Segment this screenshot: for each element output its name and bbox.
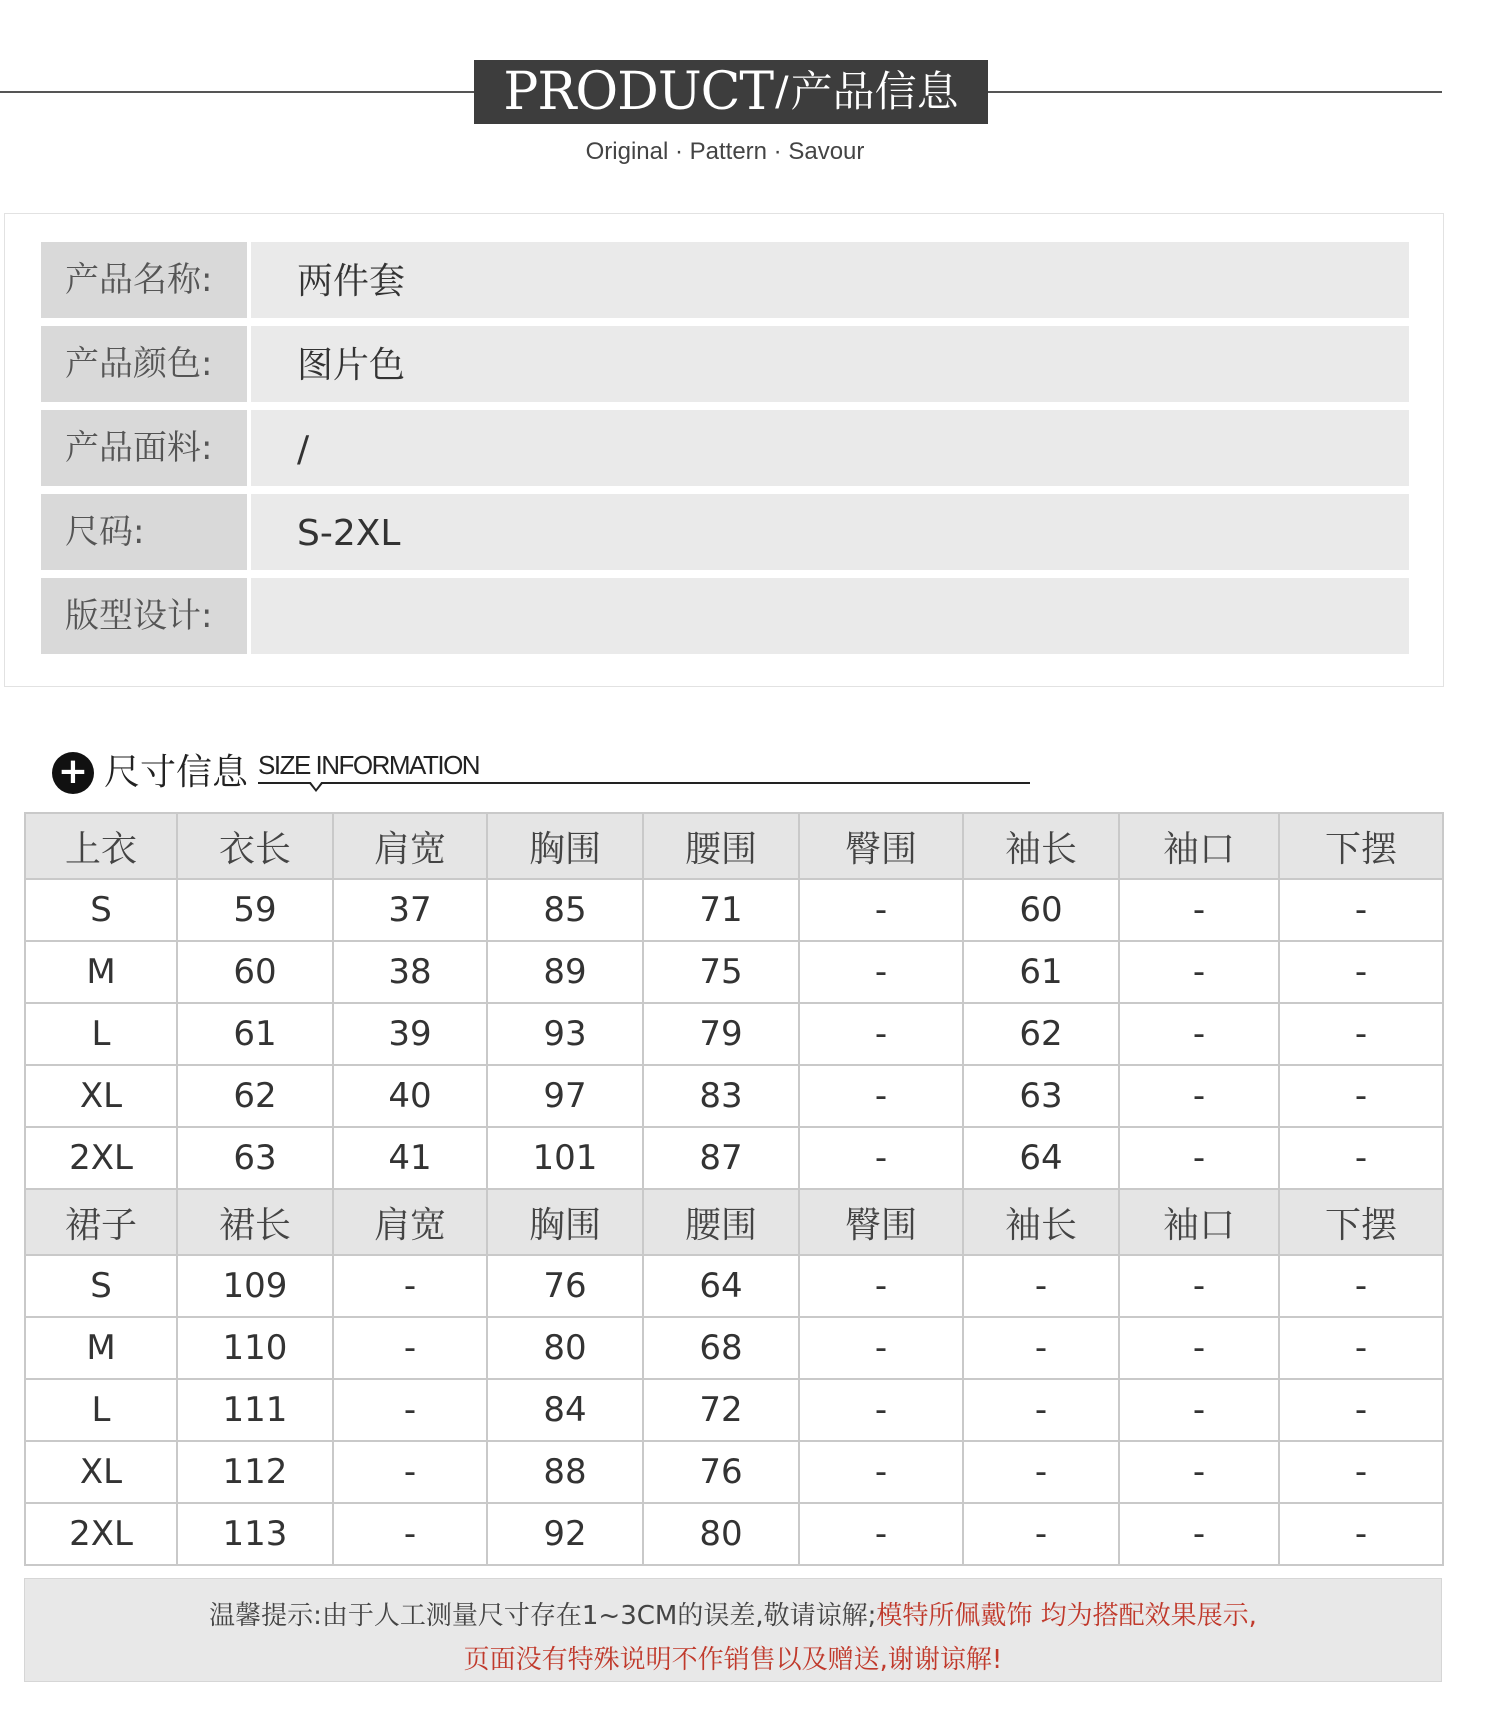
table-cell: - [799, 1317, 963, 1379]
table-cell: 61 [963, 941, 1119, 1003]
table-cell: 59 [177, 879, 333, 941]
size-label-cell: L [25, 1379, 177, 1441]
info-label: 产品名称: [41, 242, 247, 318]
table-row [25, 1317, 1443, 1379]
table-cell: 60 [177, 941, 333, 1003]
page-title [474, 60, 988, 124]
table-cell: 112 [177, 1441, 333, 1503]
table-cell: - [1119, 1379, 1279, 1441]
table-row [25, 1503, 1443, 1565]
table-cell: 40 [333, 1065, 487, 1127]
info-row-design [41, 578, 1409, 654]
size-label-cell: M [25, 941, 177, 1003]
table-row [25, 1255, 1443, 1317]
size-label-cell: XL [25, 1065, 177, 1127]
table-cell: - [1279, 1441, 1443, 1503]
table-cell: - [799, 879, 963, 941]
info-label: 尺码: [41, 494, 247, 570]
info-row-name [41, 242, 1409, 318]
table-cell: - [1279, 1255, 1443, 1317]
table-cell: 109 [177, 1255, 333, 1317]
table-cell: - [799, 1441, 963, 1503]
table-cell: 75 [643, 941, 799, 1003]
table-cell: 71 [643, 879, 799, 941]
table-cell: - [799, 941, 963, 1003]
table-cell: 41 [333, 1127, 487, 1189]
notice-text-red: 模特所佩戴饰 均为搭配效果展示, [876, 1601, 1257, 1631]
plus-circle-icon: + [52, 752, 94, 794]
column-header: 衣长 [177, 813, 333, 879]
info-value [251, 578, 1409, 654]
table-cell: - [1119, 1441, 1279, 1503]
table-cell: - [1279, 1127, 1443, 1189]
column-header: 袖口 [1119, 813, 1279, 879]
table-cell: - [333, 1441, 487, 1503]
column-header: 袖长 [963, 1189, 1119, 1255]
table-cell: - [963, 1503, 1119, 1565]
table-cell: 64 [643, 1255, 799, 1317]
table-row [25, 1441, 1443, 1503]
table-row [25, 1065, 1443, 1127]
title-separator: / [775, 69, 789, 115]
table-cell: 38 [333, 941, 487, 1003]
info-row-color [41, 326, 1409, 402]
table-cell: - [799, 1003, 963, 1065]
notice-line-1 [25, 1595, 1441, 1632]
title-zh: 产品信息 [790, 67, 959, 116]
size-section-underline [258, 782, 1030, 784]
column-header: 胸围 [487, 813, 643, 879]
column-header: 腰围 [643, 813, 799, 879]
info-row-fabric [41, 410, 1409, 486]
notice-text-red-2: 页面没有特殊说明不作销售以及赠送,谢谢谅解! [463, 1645, 1003, 1675]
table-cell: - [799, 1503, 963, 1565]
table-cell: - [333, 1317, 487, 1379]
table-cell: - [1279, 1503, 1443, 1565]
table-cell: 76 [643, 1441, 799, 1503]
table-cell: 62 [963, 1003, 1119, 1065]
table-cell: - [333, 1503, 487, 1565]
table-cell: - [1119, 1127, 1279, 1189]
subtitle: Original · Pattern · Savour [585, 138, 865, 165]
column-header: 裙长 [177, 1189, 333, 1255]
table-cell: - [1119, 941, 1279, 1003]
table-cell: - [1279, 879, 1443, 941]
table-cell: - [1119, 1317, 1279, 1379]
table-row [25, 879, 1443, 941]
table-cell: 87 [643, 1127, 799, 1189]
table-cell: 63 [963, 1065, 1119, 1127]
column-header: 肩宽 [333, 813, 487, 879]
info-value: S-2XL [251, 494, 1409, 570]
table-cell: - [333, 1255, 487, 1317]
info-label: 产品颜色: [41, 326, 247, 402]
table-cell: 63 [177, 1127, 333, 1189]
size-section-heading [52, 748, 1032, 794]
table-cell: - [1279, 1379, 1443, 1441]
table-cell: - [1279, 941, 1443, 1003]
size-label-cell: XL [25, 1441, 177, 1503]
table-cell: 88 [487, 1441, 643, 1503]
table-cell: - [1119, 1503, 1279, 1565]
column-header: 裙子 [25, 1189, 177, 1255]
column-header: 袖长 [963, 813, 1119, 879]
column-header: 袖口 [1119, 1189, 1279, 1255]
table-cell: - [963, 1255, 1119, 1317]
table-cell: 92 [487, 1503, 643, 1565]
table-cell: - [1279, 1065, 1443, 1127]
size-label-cell: M [25, 1317, 177, 1379]
table-cell: 80 [643, 1503, 799, 1565]
product-info-panel [4, 213, 1444, 687]
table-cell: - [963, 1379, 1119, 1441]
table-cell: - [1119, 1065, 1279, 1127]
column-header: 下摆 [1279, 813, 1443, 879]
table-cell: 111 [177, 1379, 333, 1441]
column-header: 腰围 [643, 1189, 799, 1255]
table-cell: - [1119, 1255, 1279, 1317]
table-cell: - [799, 1127, 963, 1189]
notice-box [24, 1578, 1442, 1682]
table-cell: 79 [643, 1003, 799, 1065]
table-cell: - [1119, 1003, 1279, 1065]
caret-down-icon [308, 782, 324, 792]
table-cell: - [1279, 1003, 1443, 1065]
info-label: 产品面料: [41, 410, 247, 486]
size-label-cell: S [25, 879, 177, 941]
size-section-title-zh: 尺寸信息 [104, 752, 249, 793]
table-cell: 110 [177, 1317, 333, 1379]
table-cell: - [963, 1317, 1119, 1379]
table-cell: 76 [487, 1255, 643, 1317]
column-header: 肩宽 [333, 1189, 487, 1255]
table-cell: 37 [333, 879, 487, 941]
size-section-title-en: SIZE INFORMATION [258, 750, 480, 780]
table-cell: - [963, 1441, 1119, 1503]
table-cell: 101 [487, 1127, 643, 1189]
table-row [25, 1127, 1443, 1189]
table-cell: 64 [963, 1127, 1119, 1189]
size-table [24, 812, 1444, 1566]
info-value: 两件套 [251, 242, 1409, 318]
column-header: 臀围 [799, 813, 963, 879]
table-cell: 84 [487, 1379, 643, 1441]
table-cell: 61 [177, 1003, 333, 1065]
notice-text-gray: 温馨提示:由于人工测量尺寸存在1~3CM的误差,敬请谅解; [209, 1601, 877, 1631]
table-row [25, 941, 1443, 1003]
table-cell: 68 [643, 1317, 799, 1379]
table-row [25, 1003, 1443, 1065]
table-cell: - [333, 1379, 487, 1441]
table-cell: - [1119, 879, 1279, 941]
table-cell: 89 [487, 941, 643, 1003]
table-cell: - [799, 1065, 963, 1127]
table-cell: - [799, 1379, 963, 1441]
info-value: / [251, 410, 1409, 486]
table-cell: - [1279, 1317, 1443, 1379]
table-cell: 72 [643, 1379, 799, 1441]
table-cell: 93 [487, 1003, 643, 1065]
header-rule-right [988, 91, 1442, 93]
skirt-header-row [25, 1189, 1443, 1255]
info-row-size [41, 494, 1409, 570]
table-cell: 60 [963, 879, 1119, 941]
column-header: 臀围 [799, 1189, 963, 1255]
table-cell: 39 [333, 1003, 487, 1065]
table-cell: 113 [177, 1503, 333, 1565]
table-cell: 97 [487, 1065, 643, 1127]
table-cell: 62 [177, 1065, 333, 1127]
title-en: PRODUCT [503, 62, 774, 122]
size-label-cell: S [25, 1255, 177, 1317]
size-label-cell: L [25, 1003, 177, 1065]
info-value: 图片色 [251, 326, 1409, 402]
size-label-cell: 2XL [25, 1503, 177, 1565]
table-cell: 80 [487, 1317, 643, 1379]
notice-line-2 [25, 1639, 1441, 1676]
column-header: 上衣 [25, 813, 177, 879]
size-label-cell: 2XL [25, 1127, 177, 1189]
info-label: 版型设计: [41, 578, 247, 654]
column-header: 下摆 [1279, 1189, 1443, 1255]
table-cell: 85 [487, 879, 643, 941]
header-rule-left [0, 91, 474, 93]
top-header-row [25, 813, 1443, 879]
table-row [25, 1379, 1443, 1441]
table-cell: - [799, 1255, 963, 1317]
table-cell: 83 [643, 1065, 799, 1127]
column-header: 胸围 [487, 1189, 643, 1255]
